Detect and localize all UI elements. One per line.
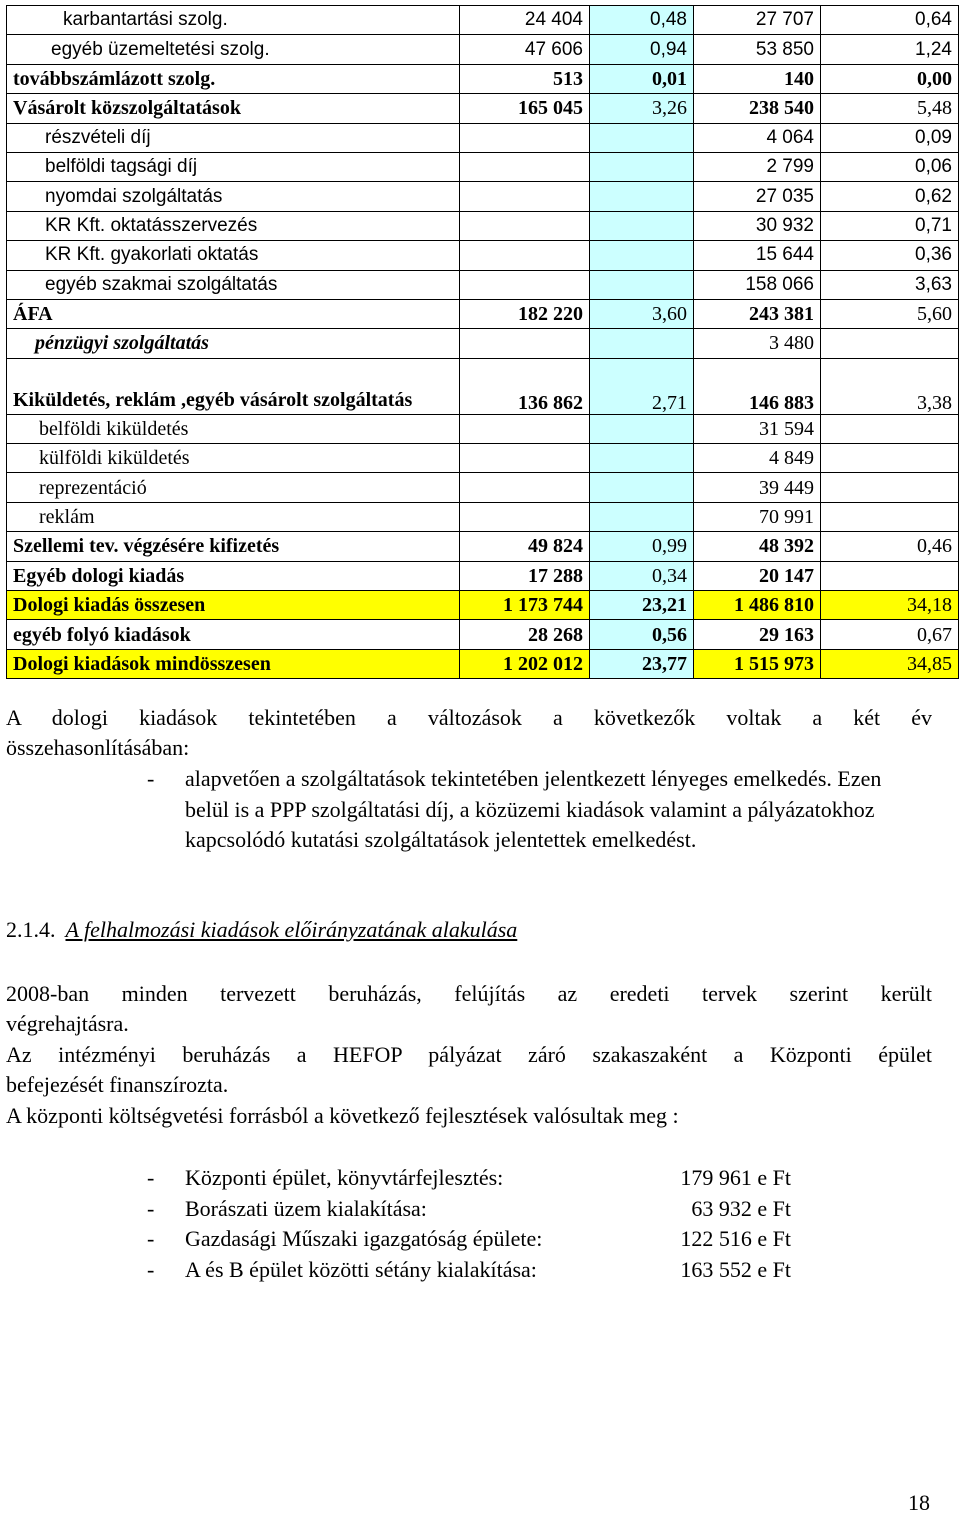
percent-2008: 34,85 [821, 649, 959, 678]
table-row [7, 182, 959, 211]
value-2008: 29 163 [694, 620, 821, 649]
percent-2007: 0,99 [590, 532, 694, 561]
value-2008: 1 515 973 [694, 649, 821, 678]
value-2008: 27 707 [694, 6, 821, 35]
percent-2007: 23,21 [590, 591, 694, 620]
paragraph-line: összehasonlításában: [6, 735, 190, 760]
row-label: KR Kft. gyakorlati oktatás [7, 241, 460, 270]
value-2008: 2 799 [694, 152, 821, 181]
table-row [7, 6, 959, 35]
row-label: egyéb folyó kiadások [7, 620, 460, 649]
value-2007 [460, 241, 590, 270]
percent-2007 [590, 182, 694, 211]
percent-2007 [590, 473, 694, 502]
percent-2007 [590, 211, 694, 240]
value-2008: 1 486 810 [694, 591, 821, 620]
table-row [7, 299, 959, 328]
value-2008: 4 064 [694, 123, 821, 152]
row-label: Vásárolt közszolgáltatások [7, 94, 460, 123]
list-item [147, 1224, 827, 1255]
list-item-amount: 122 516 e Ft [680, 1226, 791, 1251]
list-item [147, 1163, 827, 1194]
percent-2008: 0,64 [821, 6, 959, 35]
row-label: ÁFA [7, 299, 460, 328]
percent-2008: 5,48 [821, 94, 959, 123]
value-2007 [460, 211, 590, 240]
percent-2008: 0,06 [821, 152, 959, 181]
percent-2008 [821, 502, 959, 531]
list-item-label: A és B épület közötti sétány kialakítása: [185, 1256, 537, 1282]
row-label: egyéb szakmai szolgáltatás [7, 270, 460, 299]
percent-2008: 0,00 [821, 64, 959, 93]
table-row [7, 211, 959, 240]
row-label: belföldi kiküldetés [7, 414, 460, 443]
list-item [147, 1255, 827, 1286]
percent-2008 [821, 444, 959, 473]
value-2007: 182 220 [460, 299, 590, 328]
percent-2007 [590, 270, 694, 299]
percent-2008: 3,63 [821, 270, 959, 299]
value-2008: 39 449 [694, 473, 821, 502]
list-item-label: Gazdasági Műszaki igazgatóság épülete: [185, 1226, 543, 1251]
value-2008: 70 991 [694, 502, 821, 531]
percent-2007: 3,26 [590, 94, 694, 123]
value-2008: 140 [694, 64, 821, 93]
paragraph-line: 2008-ban minden tervezett beruházás, felújítás az eredeti tervek szerint került [6, 981, 932, 1006]
value-2007: 1 173 744 [460, 591, 590, 620]
row-label: reklám [7, 502, 460, 531]
value-2007 [460, 329, 590, 358]
row-label: Dologi kiadások mindösszesen [7, 649, 460, 678]
row-label: belföldi tagsági díj [7, 152, 460, 181]
value-2007 [460, 270, 590, 299]
percent-2007 [590, 414, 694, 443]
paragraph-line: végrehajtásra. [6, 1011, 129, 1036]
value-2007 [460, 502, 590, 531]
paragraph-line: befejezését finanszírozta. [6, 1072, 229, 1097]
value-2007: 1 202 012 [460, 649, 590, 678]
list-item-amount: 163 552 e Ft [680, 1256, 791, 1282]
value-2008: 30 932 [694, 211, 821, 240]
table-row [7, 94, 959, 123]
development-list [147, 1163, 827, 1285]
row-label: részvételi díj [7, 123, 460, 152]
percent-2007: 23,77 [590, 649, 694, 678]
table-row [7, 532, 959, 561]
table-row [7, 152, 959, 181]
table-row [7, 473, 959, 502]
value-2007 [460, 152, 590, 181]
table-row [7, 35, 959, 64]
percent-2008: 0,62 [821, 182, 959, 211]
row-label: Kiküldetés, reklám ,egyéb vásárolt szolgáltatás [7, 358, 460, 414]
value-2008: 158 066 [694, 270, 821, 299]
row-label: külföldi kiküldetés [7, 444, 460, 473]
value-2007 [460, 414, 590, 443]
bullet-text: alapvetően a szolgáltatások tekintetében jelentkezett lényeges emelkedés. Ezen belül is a PPP szolgáltatási díj, a közüzemi kiadások valamint a pályázatokhoz kapcsolódó kutatási szolgáltatások jelentettek emelkedést. [185, 766, 882, 852]
row-label: KR Kft. oktatásszervezés [7, 211, 460, 240]
row-label: továbbszámlázott szolg. [7, 64, 460, 93]
percent-2008 [821, 329, 959, 358]
value-2008: 4 849 [694, 444, 821, 473]
value-2008: 243 381 [694, 299, 821, 328]
row-label: egyéb üzemeltetési szolg. [7, 35, 460, 64]
section-title: A felhalmozási kiadások előirányzatának alakulása [65, 917, 518, 942]
percent-2007 [590, 329, 694, 358]
percent-2008 [821, 561, 959, 590]
percent-2008: 0,67 [821, 620, 959, 649]
value-2008: 20 147 [694, 561, 821, 590]
value-2007: 49 824 [460, 532, 590, 561]
percent-2007 [590, 502, 694, 531]
percent-2008: 3,38 [821, 358, 959, 414]
percent-2008 [821, 473, 959, 502]
row-label: karbantartási szolg. [7, 6, 460, 35]
percent-2007 [590, 152, 694, 181]
percent-2007 [590, 444, 694, 473]
table-row [7, 561, 959, 590]
section-number: 2.1.4. [6, 917, 56, 942]
percent-2007 [590, 123, 694, 152]
value-2007: 47 606 [460, 35, 590, 64]
value-2008: 31 594 [694, 414, 821, 443]
table-row [7, 64, 959, 93]
percent-2008: 0,71 [821, 211, 959, 240]
value-2008: 27 035 [694, 182, 821, 211]
bullet-dash: - [147, 766, 155, 791]
list-item-amount: 179 961 e Ft [680, 1165, 791, 1190]
row-label: Dologi kiadás összesen [7, 591, 460, 620]
percent-2007 [590, 241, 694, 270]
percent-2008 [821, 414, 959, 443]
list-item [147, 1194, 827, 1225]
table-row [7, 241, 959, 270]
percent-2007: 2,71 [590, 358, 694, 414]
table-row [7, 502, 959, 531]
value-2007 [460, 123, 590, 152]
page-number: 18 [908, 1490, 930, 1515]
paragraph-line: A dologi kiadások tekintetében a változások a következők voltak a két év [6, 705, 932, 730]
value-2008: 3 480 [694, 329, 821, 358]
list-item-label: Központi épület, könyvtárfejlesztés: [185, 1165, 504, 1190]
percent-2007: 3,60 [590, 299, 694, 328]
table-row [7, 444, 959, 473]
table-row [7, 649, 959, 678]
list-item-label: Borászati üzem kialakítása: [185, 1195, 427, 1221]
percent-2007: 0,01 [590, 64, 694, 93]
percent-2008: 5,60 [821, 299, 959, 328]
value-2008: 53 850 [694, 35, 821, 64]
value-2007: 28 268 [460, 620, 590, 649]
percent-2008: 0,09 [821, 123, 959, 152]
list-dash: - [147, 1226, 155, 1251]
list-item-amount: 63 932 e Ft [691, 1195, 791, 1221]
value-2008: 146 883 [694, 358, 821, 414]
value-2007 [460, 473, 590, 502]
row-label: nyomdai szolgáltatás [7, 182, 460, 211]
value-2007 [460, 182, 590, 211]
row-label: Szellemi tev. végzésére kifizetés [7, 532, 460, 561]
percent-2007: 0,94 [590, 35, 694, 64]
table-row [7, 329, 959, 358]
value-2007: 513 [460, 64, 590, 93]
percent-2007: 0,56 [590, 620, 694, 649]
paragraph-line: Az intézményi beruházás a HEFOP pályázat záró szakaszaként a Központi épület [6, 1042, 932, 1067]
table-row [7, 620, 959, 649]
percent-2008: 0,36 [821, 241, 959, 270]
paragraph-line: A központi költségvetési forrásból a következő fejlesztések valósultak meg : [6, 1103, 679, 1128]
row-label: pénzügyi szolgáltatás [7, 329, 460, 358]
section-heading [6, 915, 517, 945]
value-2007: 136 862 [460, 358, 590, 414]
expenditure-table [6, 5, 959, 679]
table-row [7, 270, 959, 299]
bullet-item [147, 764, 887, 856]
percent-2008: 1,24 [821, 35, 959, 64]
value-2008: 15 644 [694, 241, 821, 270]
list-dash: - [147, 1165, 155, 1190]
value-2007 [460, 444, 590, 473]
value-2008: 238 540 [694, 94, 821, 123]
value-2008: 48 392 [694, 532, 821, 561]
value-2007: 165 045 [460, 94, 590, 123]
percent-2008: 34,18 [821, 591, 959, 620]
table-row [7, 358, 959, 414]
percent-2008: 0,46 [821, 532, 959, 561]
percent-2007: 0,48 [590, 6, 694, 35]
row-label: reprezentáció [7, 473, 460, 502]
list-dash: - [147, 1195, 155, 1221]
row-label: Egyéb dologi kiadás [7, 561, 460, 590]
table-row [7, 414, 959, 443]
table-row [7, 591, 959, 620]
list-dash: - [147, 1256, 155, 1282]
percent-2007: 0,34 [590, 561, 694, 590]
value-2007: 17 288 [460, 561, 590, 590]
table-row [7, 123, 959, 152]
value-2007: 24 404 [460, 6, 590, 35]
